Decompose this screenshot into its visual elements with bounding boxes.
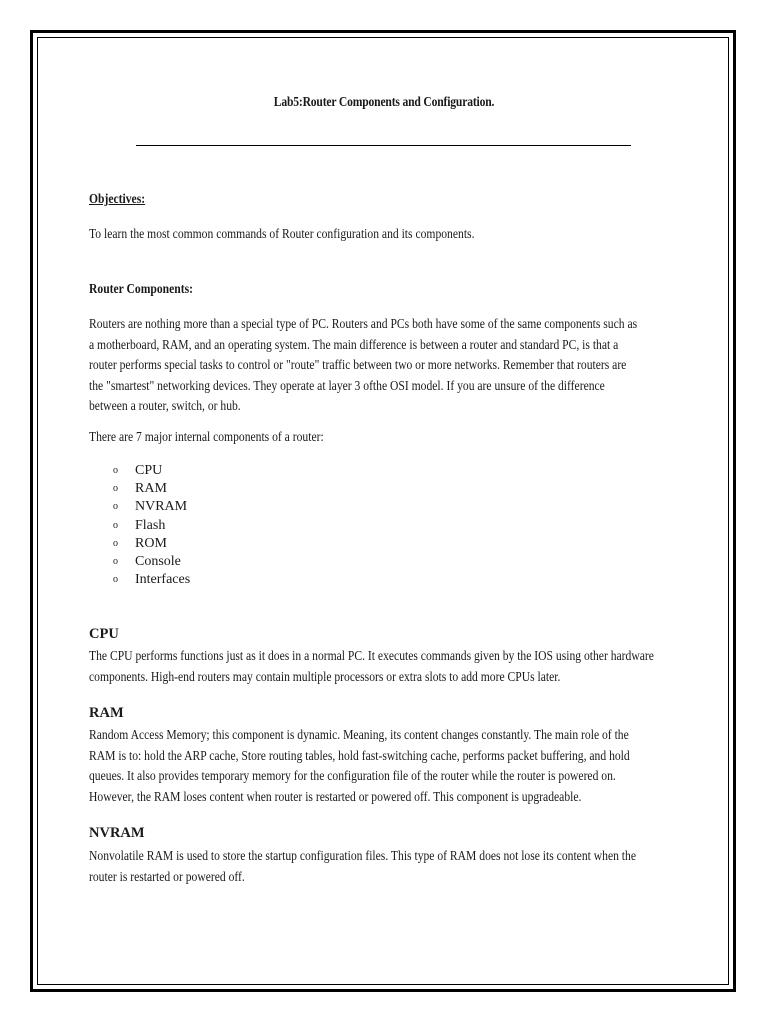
ram-heading: RAM: [89, 705, 124, 721]
document-title: Lab5:Router Components and Configuration.: [273, 94, 495, 109]
paragraph-line: components. High-end routers may contain multiple processors or extra slots to add more CPUs later.: [89, 668, 561, 684]
list-item-label: ROM: [135, 535, 167, 551]
bullet-icon: o: [113, 556, 118, 568]
list-item-label: Interfaces: [135, 572, 191, 588]
bullet-icon: o: [113, 574, 118, 586]
paragraph-line: Nonvolatile RAM is used to store the startup configuration files. This type of RAM does not lose its content when the: [89, 848, 637, 863]
paragraph-line: the "smartest" networking devices. They operate at layer 3 ofthe OSI model. If you are unsure of the difference: [89, 377, 605, 393]
paragraph-line: a motherboard, RAM, and an operating system. The main difference is between a router and standard PC, is that a: [89, 336, 619, 352]
list-item-label: Flash: [135, 517, 166, 533]
bullet-icon: o: [113, 519, 118, 531]
paragraph-line: queues. It also provides temporary memory for the configuration file of the router while the router is powered on.: [89, 768, 616, 783]
router-components-heading: Router Components:: [89, 281, 193, 296]
components-list-intro: There are 7 major internal components of a router:: [89, 429, 324, 444]
ram-paragraph: [89, 725, 679, 807]
list-item-label: NVRAM: [135, 499, 188, 515]
bullet-icon: o: [113, 501, 118, 513]
router-components-paragraph: [89, 314, 679, 417]
paragraph-line: Routers are nothing more than a special type of PC. Routers and PCs both have some of the same components such as: [89, 316, 638, 331]
objectives-heading: Objectives:: [89, 191, 146, 206]
list-item: [113, 498, 190, 516]
bullet-icon: o: [113, 465, 118, 476]
cpu-heading: CPU: [89, 626, 119, 642]
list-item-label: Console: [135, 554, 181, 570]
paragraph-line: The CPU performs functions just as it does in a normal PC. It executes commands given by the IOS using other hardware: [89, 648, 654, 663]
paragraph-line: router is restarted or powered off.: [89, 868, 245, 884]
paragraph-line: between a router, switch, or hub.: [89, 398, 241, 413]
list-item-label: RAM: [135, 481, 167, 497]
nvram-heading: NVRAM: [89, 825, 145, 841]
paragraph-line: RAM is to: hold the ARP cache, Store routing tables, hold fast-switching cache, performs packet buffering, and hold: [89, 747, 630, 763]
bullet-icon: o: [113, 483, 118, 495]
components-list: [113, 462, 190, 589]
cpu-paragraph: [89, 646, 679, 687]
list-item: [113, 462, 190, 480]
list-item: [113, 535, 190, 553]
list-item: [113, 553, 190, 571]
title-divider: [136, 145, 631, 146]
bullet-icon: o: [113, 537, 118, 549]
nvram-paragraph: [89, 846, 679, 887]
list-item: [113, 480, 190, 498]
paragraph-line: Random Access Memory; this component is dynamic. Meaning, its content changes constantly. The main role of the: [89, 727, 629, 742]
list-item: [113, 517, 190, 535]
list-item: [113, 571, 190, 589]
objectives-text: To learn the most common commands of Router configuration and its components.: [89, 226, 475, 241]
paragraph-line: router performs special tasks to control or "route" traffic between two or more networks. Remember that routers are: [89, 357, 627, 372]
list-item-label: CPU: [135, 463, 163, 478]
paragraph-line: However, the RAM loses content when router is restarted or powered off. This component is upgradeable.: [89, 788, 582, 804]
